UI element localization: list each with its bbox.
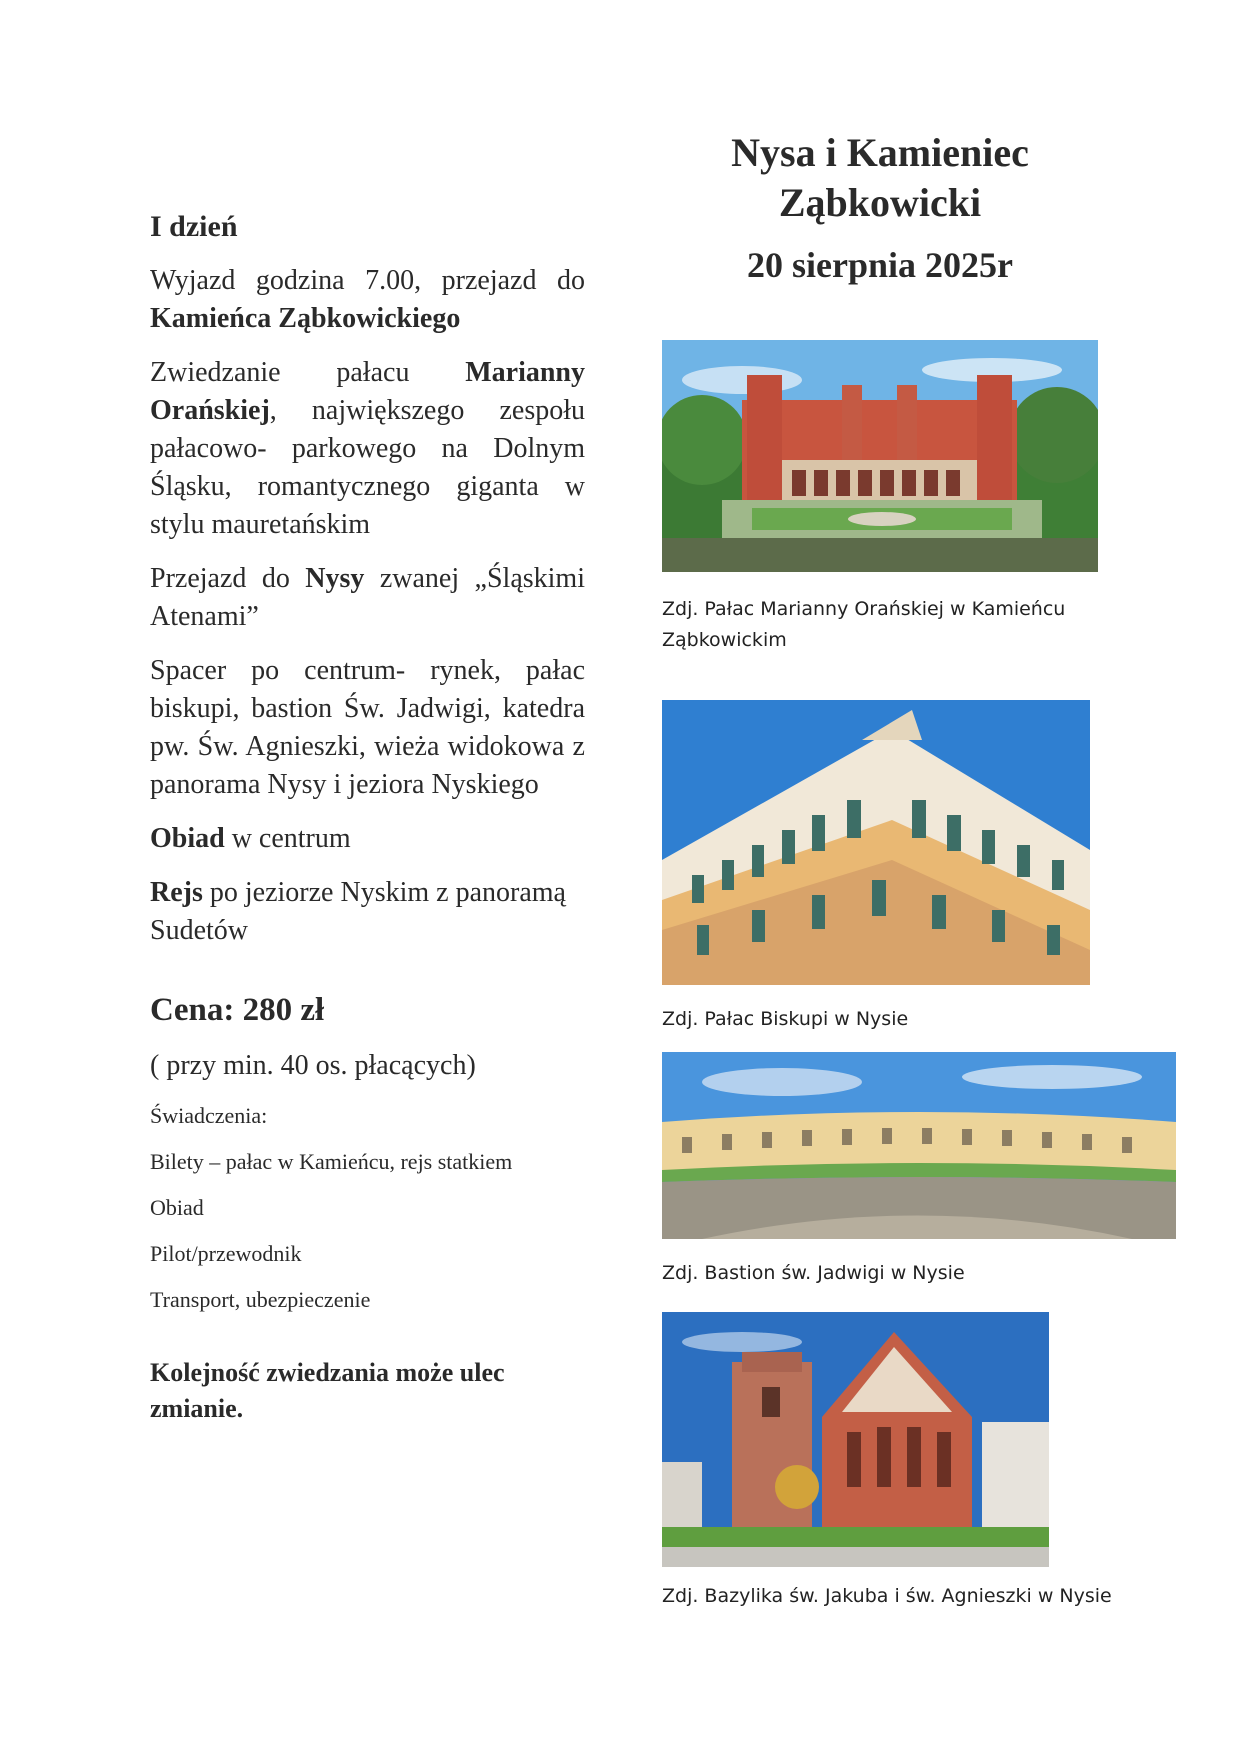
price-note: ( przy min. 40 os. płacących) [150,1050,476,1081]
basilica-photo [662,1312,1049,1567]
trip-title-line2: Ząbkowicki [778,180,982,225]
caption-bishops-palace: Zdj. Pałac Biskupi w Nysie [662,1008,909,1030]
bastion-photo [662,1052,1176,1239]
palace-visit-paragraph: Zwiedzanie pałacu Marianny Orańskiej, największego zespołu pałacowo- parkowego na Dolnym Śląsku, romantycznego giganta w stylu mauretańskim [150,357,585,540]
caption-basilica: Zdj. Bazylika św. Jakuba i św. Agnieszki w Nysie [662,1585,1112,1607]
walk-paragraph: Spacer po centrum- rynek, pałac biskupi, bastion Św. Jadwigi, katedra pw. Św. Agnieszki, wieża widokowa z panorama Nysy i jeziora Nyskiego [150,655,585,800]
title-block [660,128,1100,286]
cruise-paragraph: Rejs po jeziorze Nyskim z panoramą Sudetów [150,877,566,946]
caption-bastion: Zdj. Bastion św. Jadwigi w Nysie [662,1262,965,1284]
trip-date: 20 sierpnia 2025r [747,245,1013,285]
order-note: Kolejność zwiedzania może ulec zmianie. [150,1358,505,1423]
departure-paragraph: Wyjazd godzina 7.00, przejazd do Kamieńca Ząbkowickiego [150,265,585,334]
bishops-palace-photo [662,700,1090,985]
trip-title-line1: Nysa i Kamieniec [731,130,1029,175]
palace-owner-name: Marianny Orańskiej [150,357,585,426]
program-column [150,210,585,1427]
lunch-paragraph: Obiad w centrum [150,823,351,854]
service-item: Transport, ubezpieczenie [150,1287,371,1312]
service-item: Pilot/przewodnik [150,1241,302,1266]
service-item: Obiad [150,1195,204,1220]
service-item: Bilety – pałac w Kamieńcu, rejs statkiem [150,1149,513,1174]
caption-kamieniec: Zdj. Pałac Marianny Orańskiej w Kamieńcu Ząbkowickim [662,598,1066,651]
palace-kamieniec-photo [662,340,1098,572]
services-label: Świadczenia: [150,1103,268,1128]
transfer-paragraph: Przejazd do Nysy zwanej „Śląskimi Atenami” [150,563,585,632]
price: Cena: 280 zł [150,992,325,1028]
transfer-place: Nysy [305,563,365,594]
day-heading: I dzień [150,210,238,243]
departure-place: Kamieńca Ząbkowickiego [150,303,461,334]
